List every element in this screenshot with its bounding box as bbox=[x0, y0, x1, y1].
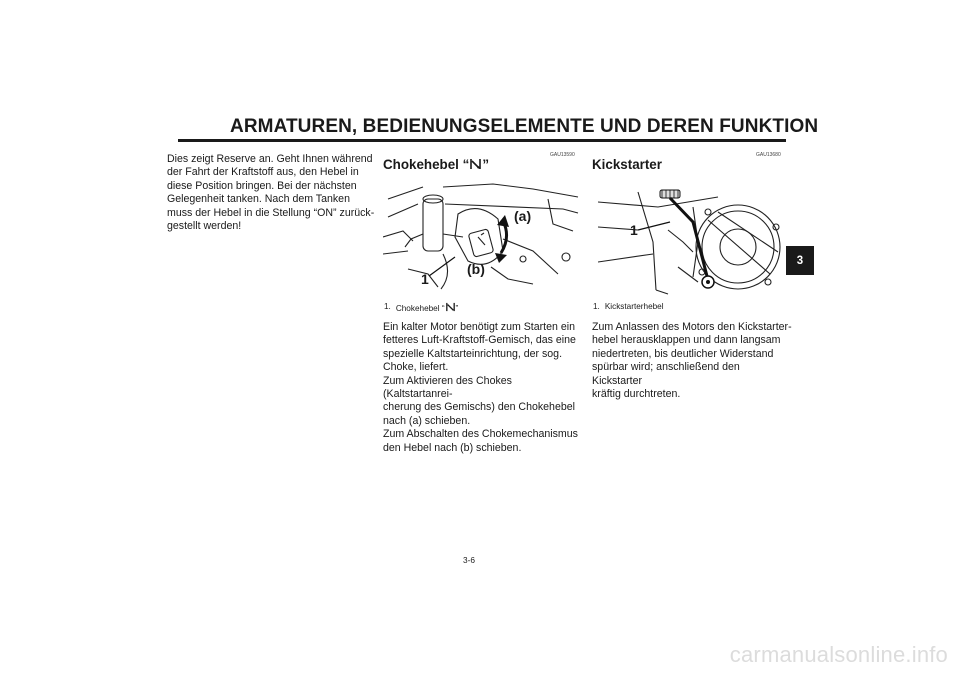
kickstarter-text: Zum Anlassen des Motors den Kickstarter- hebel herausklappen und dann langsam niedertreten, bis deutlicher Widerstand spürbar wird; anschließend den Kickstarter kräftig durchtreten. bbox=[592, 321, 792, 401]
column1-text: Dies zeigt Reserve an. Geht Ihnen während der Fahrt der Kraftstoff aus, den Hebel in diese Position bringen. Bei der nächsten Gelegenheit tanken. Nach dem Tanken muss der Hebel in die Stellung “ON” zurück- gestellt werden! bbox=[167, 153, 375, 233]
choke-label-1: 1 bbox=[421, 271, 429, 287]
choke-icon bbox=[470, 158, 481, 173]
kickstarter-caption-text: Kickstarterhebel bbox=[604, 302, 664, 311]
page-title: ARMATUREN, BEDIENUNGSELEMENTE UND DEREN FUNKTION bbox=[230, 116, 819, 137]
choke-heading bbox=[383, 157, 489, 173]
title-rule bbox=[178, 139, 786, 142]
choke-text: Ein kalter Motor benötigt zum Starten ein fetteres Luft-Kraftstoff-Gemisch, das eine spezielle Kaltstarteinrichtung, der sog. Choke, liefert. Zum Aktivieren des Chokes (Kaltstartanrei- cherung des Gemischs) den Chokehebel nach (a) schieben. Zum Abschalten des Chokemechanismus den Hebel nach (b) schieben. bbox=[383, 321, 578, 454]
choke-caption bbox=[384, 302, 458, 314]
choke-label-a: (a) bbox=[514, 208, 532, 224]
choke-heading-prefix: Chokehebel “ bbox=[383, 157, 470, 172]
kickstarter-label-1: 1 bbox=[630, 222, 638, 238]
choke-caption-number: 1. bbox=[384, 302, 391, 311]
choke-section-code: GAU13590 bbox=[550, 152, 575, 158]
kickstarter-drawing bbox=[598, 182, 783, 295]
kickstarter-section-code: GAU13680 bbox=[756, 152, 781, 158]
watermark: carmanualsonline.info bbox=[729, 642, 948, 667]
kickstarter-heading: Kickstarter bbox=[592, 157, 662, 172]
kickstarter-caption bbox=[593, 302, 664, 311]
kickstarter-figure bbox=[598, 182, 783, 295]
choke-caption-suffix: ” bbox=[455, 304, 459, 313]
kickstarter-caption-number: 1. bbox=[593, 302, 600, 311]
choke-caption-prefix: Chokehebel “ bbox=[395, 304, 445, 313]
choke-caption-text bbox=[396, 302, 458, 314]
choke-lever-figure bbox=[383, 179, 580, 294]
choke-label-b: (b) bbox=[467, 261, 485, 277]
chapter-tab: 3 bbox=[786, 246, 814, 275]
page-number: 3-6 bbox=[463, 555, 475, 565]
choke-heading-suffix: ” bbox=[482, 157, 490, 172]
choke-icon bbox=[446, 302, 455, 314]
